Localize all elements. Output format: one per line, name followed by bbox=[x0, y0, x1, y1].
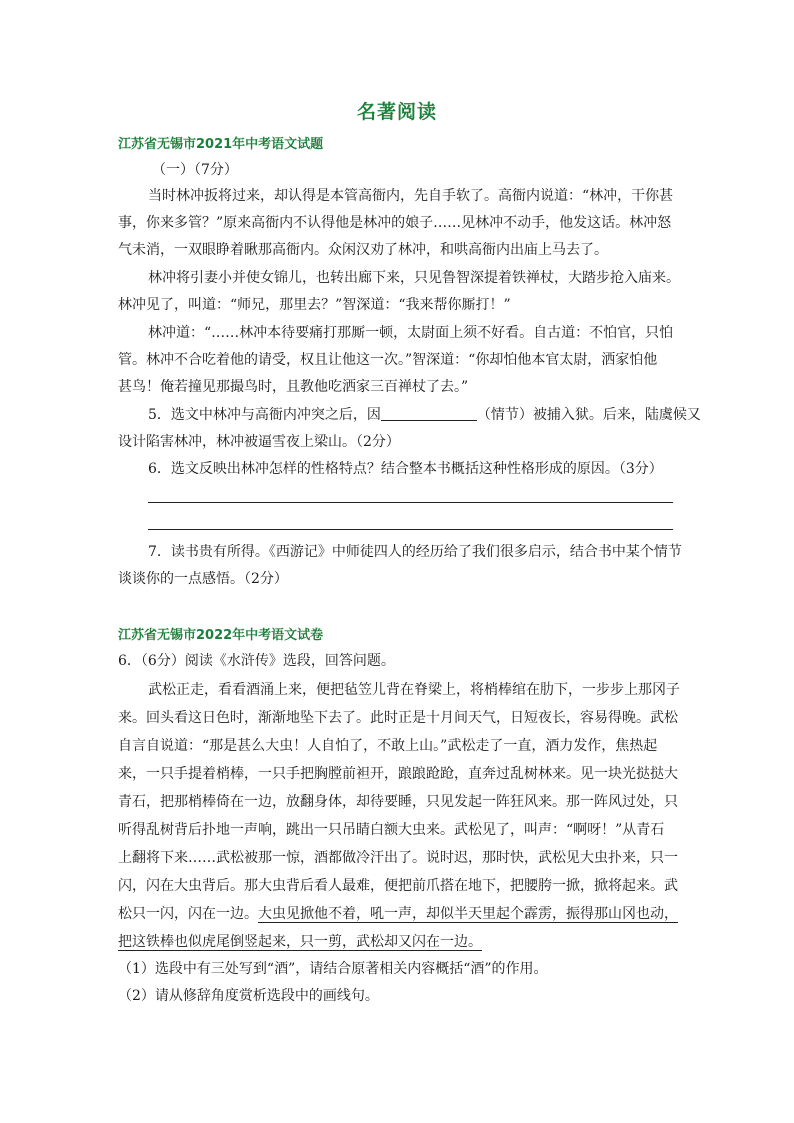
q5-text-part1: 5．选文中林冲与高衙内冲突之后，因 bbox=[148, 407, 381, 423]
page-title: 名著阅读 bbox=[356, 101, 437, 123]
answer-blank[interactable] bbox=[381, 406, 477, 421]
s2-passage-line: 武松正走，看看酒涌上来，便把毡笠儿背在脊梁上，将梢棒绾在肋下，一步步上那冈子 bbox=[148, 682, 680, 698]
answer-line[interactable] bbox=[148, 529, 673, 530]
s2-passage-line: 听得乱树背后扑地一声响，跳出一只吊睛白额大虫来。武松见了，叫声：“啊呀！”从青石 bbox=[118, 822, 665, 838]
s1-passage-line: 林冲见了，叫道：“师兄，那里去？”智深道：“我来帮你厮打！” bbox=[118, 297, 511, 313]
underlined-sentence: 把这铁棒也似虎尾倒竖起来，只一剪，武松却又闪在一边。 bbox=[118, 934, 482, 950]
passage-text: 松只一闪，闪在一边。 bbox=[118, 906, 258, 922]
section2-intro: 6．（6分）阅读《水浒传》选段，回答问题。 bbox=[118, 653, 395, 669]
s2-passage-line: 来。回头看这日色时，渐渐地坠下去了。此时正是十月间天气，日短夜长，容易得晚。武松 bbox=[118, 710, 678, 726]
s2-passage-line: 上翻将下来……武松被那一惊，酒都做冷汗出了。说时迟，那时快，武松见大虫扑来，只一 bbox=[118, 850, 678, 866]
s2-passage-line: 来，一只手提着梢棒，一只手把胸膛前袒开，踉踉跄跄，直奔过乱树林来。见一块光挞挞大 bbox=[118, 766, 678, 782]
q5-text-part2: （情节）被捕入狱。后来，陆虞候又 bbox=[476, 407, 701, 423]
underlined-sentence: 大虫见掀他不着，吼一声，却似半天里起个霹雳，振得那山冈也动， bbox=[258, 906, 678, 922]
question-7-line2: 谈谈你的一点感悟。（2分） bbox=[118, 571, 288, 587]
question-6: 6．选文反映出林冲怎样的性格特点？结合整本书概括这种性格形成的原因。（3分） bbox=[148, 461, 663, 477]
s1-passage-line: 林冲将引妻小并使女锦儿，也转出廊下来，只见鲁智深提着铁禅杖，大踏步抢入庙来。 bbox=[148, 270, 680, 286]
s2-passage-line bbox=[118, 932, 678, 952]
section1-part-label: （一）（7分） bbox=[152, 162, 238, 178]
s1-passage-line: 当时林冲扳将过来，却认得是本管高衙内，先自手软了。高衙内说道：“林冲，干你甚 bbox=[148, 188, 674, 204]
s1-passage-line: 事，你来多管？”原来高衙内不认得他是林冲的娘子……见林冲不动手，他发这话。林冲怒 bbox=[118, 215, 672, 231]
section1-source: 江苏省无锡市2021年中考语文试题 bbox=[118, 137, 324, 152]
question-5 bbox=[148, 405, 708, 425]
question-2: （2）请从修辞角度赏析选段中的画线句。 bbox=[118, 988, 379, 1004]
question-5-line2: 设计陷害林冲，林冲被逼雪夜上梁山。（2分） bbox=[118, 434, 400, 450]
question-1: （1）选段中有三处写到“酒”，请结合原著相关内容概括“酒”的作用。 bbox=[118, 961, 548, 977]
s1-passage-line: 甚鸟！俺若撞见那撮鸟时，且教他吃洒家三百禅杖了去。” bbox=[118, 379, 469, 395]
s2-passage-line: 自言自说道：“那是甚么大虫！人自怕了，不敢上山。”武松走了一直，酒力发作，焦热起 bbox=[118, 738, 658, 754]
answer-line[interactable] bbox=[148, 502, 673, 503]
s2-passage-line bbox=[118, 904, 678, 924]
section2-source: 江苏省无锡市2022年中考语文试卷 bbox=[118, 628, 324, 643]
s1-passage-line: 管。林冲不合吃着他的请受，权且让他这一次。”智深道：“你却怕他本官太尉，洒家怕他 bbox=[118, 352, 658, 368]
question-7: 7．读书贵有所得。《西游记》中师徒四人的经历给了我们很多启示，结合书中某个情节 bbox=[148, 544, 682, 560]
s1-passage-line: 气未消，一双眼睁着瞅那高衙内。众闲汉劝了林冲，和哄高衙内出庙上马去了。 bbox=[118, 242, 608, 258]
s2-passage-line: 闪，闪在大虫背后。那大虫背后看人最难，便把前爪搭在地下，把腰胯一掀，掀将起来。武 bbox=[118, 878, 678, 894]
s2-passage-line: 青石，把那梢棒倚在一边，放翻身体，却待要睡，只见发起一阵狂风来。那一阵风过处，只 bbox=[118, 794, 678, 810]
s1-passage-line: 林冲道：“……林冲本待要痛打那厮一顿，太尉面上须不好看。自古道：不怕官，只怕 bbox=[148, 325, 674, 341]
